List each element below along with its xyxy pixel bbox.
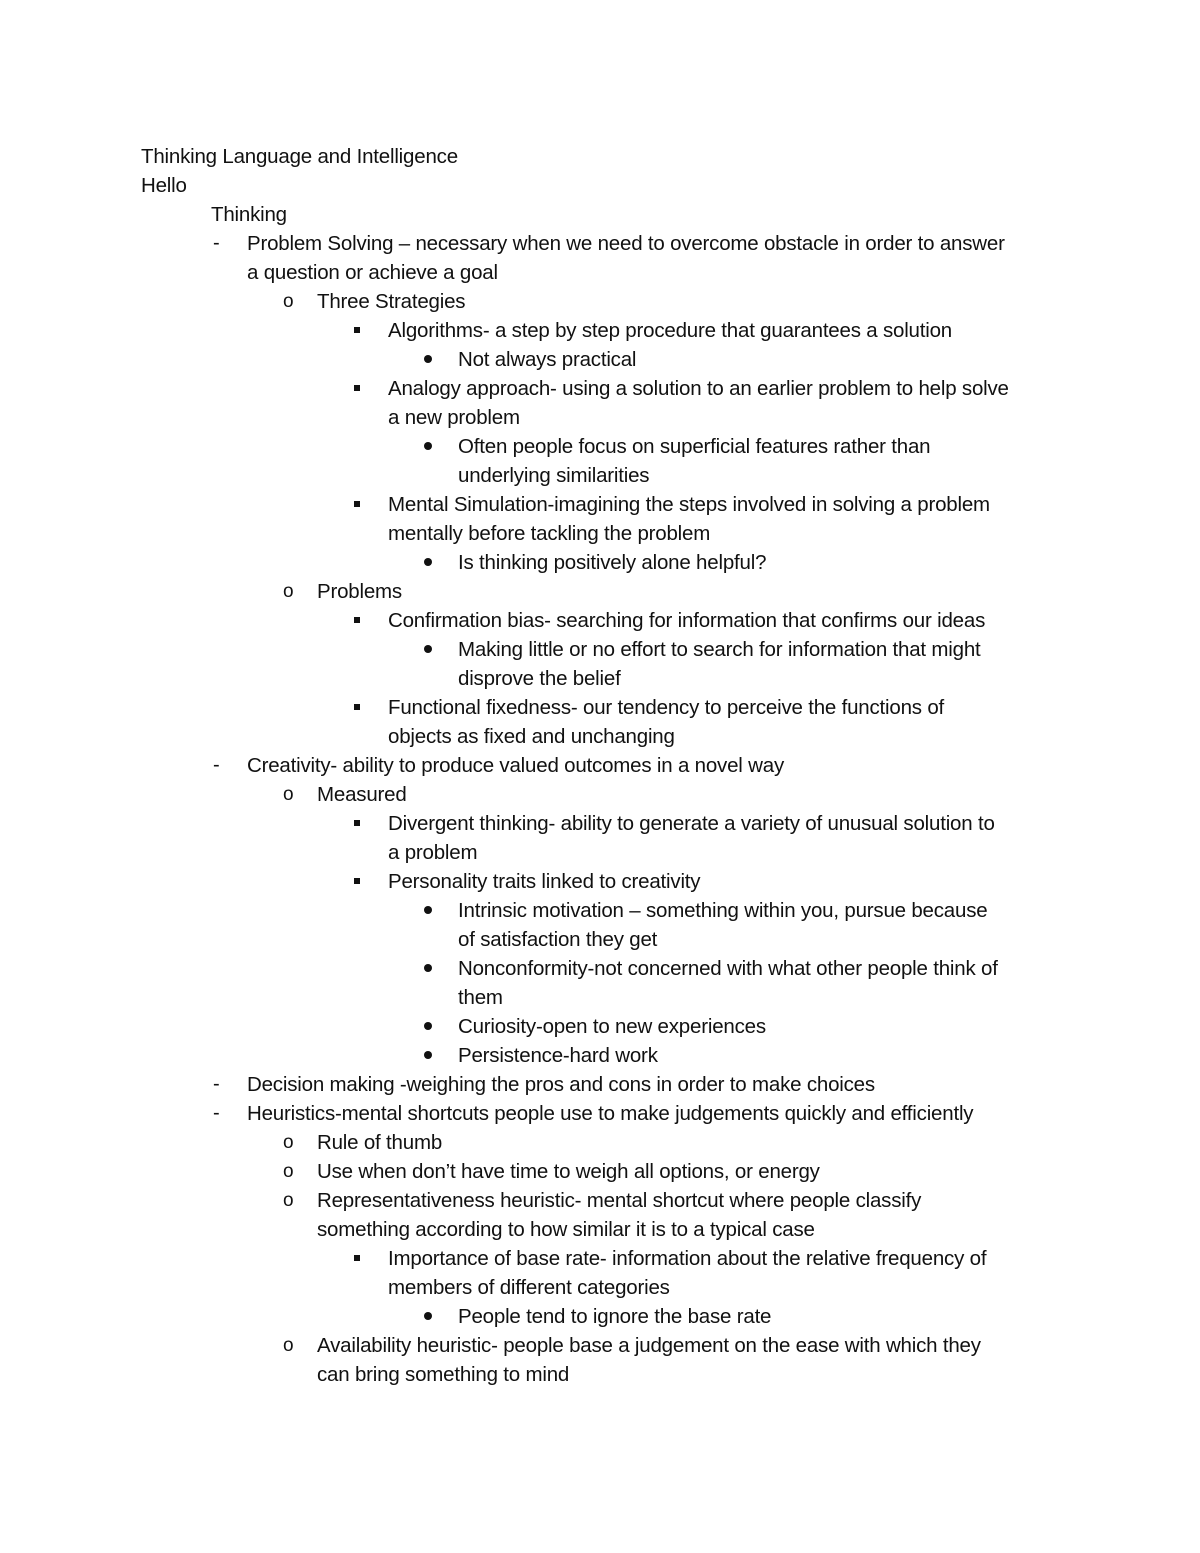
outline-line [0, 490, 1200, 519]
outline-line [0, 1041, 1200, 1070]
outline-line [0, 722, 1200, 751]
outline-line [0, 403, 1200, 432]
square-bullet-icon [354, 385, 360, 391]
outline-line-text: Making little or no effort to search for information that might [458, 638, 981, 661]
outline-line [0, 954, 1200, 983]
outline-line-text: a problem [388, 841, 478, 864]
outline-line-text: them [458, 986, 503, 1009]
outline-line-text: Mental Simulation-imagining the steps involved in solving a problem [388, 493, 990, 516]
circle-bullet-icon: o [283, 784, 294, 805]
outline-line-text: Availability heuristic- people base a judgement on the ease with which they [317, 1334, 981, 1357]
outline-line [0, 287, 1200, 316]
circle-bullet-icon: o [283, 291, 294, 312]
outline-line [0, 635, 1200, 664]
outline-line-text: a question or achieve a goal [247, 261, 498, 284]
outline-list [0, 229, 1200, 1389]
outline-line [0, 432, 1200, 461]
outline-line [0, 1302, 1200, 1331]
outline-line [0, 1157, 1200, 1186]
outline-line-text: something according to how similar it is to a typical case [317, 1218, 815, 1241]
outline-line [0, 751, 1200, 780]
outline-line-text: Decision making -weighing the pros and cons in order to make choices [247, 1073, 875, 1096]
dot-bullet-icon [424, 964, 432, 972]
dot-bullet-icon [424, 645, 432, 653]
dash-bullet: - [213, 1073, 220, 1095]
outline-line-text: Personality traits linked to creativity [388, 870, 701, 893]
outline-line-text: Is thinking positively alone helpful? [458, 551, 767, 574]
outline-line [0, 316, 1200, 345]
outline-line [0, 258, 1200, 287]
notes-body [0, 142, 1200, 1389]
outline-line-text: Measured [317, 783, 407, 806]
dash-bullet: - [213, 1102, 220, 1124]
outline-line [0, 838, 1200, 867]
outline-line [0, 1128, 1200, 1157]
dot-bullet-icon [424, 906, 432, 914]
outline-line-text: Problem Solving – necessary when we need to overcome obstacle in order to answer [247, 232, 1005, 255]
outline-line [0, 1215, 1200, 1244]
outline-line [0, 809, 1200, 838]
outline-line-text: Often people focus on superficial features rather than [458, 435, 931, 458]
outline-line-text: underlying similarities [458, 464, 650, 487]
outline-line [0, 229, 1200, 258]
outline-line-text: Confirmation bias- searching for information that confirms our ideas [388, 609, 986, 632]
document-title [0, 142, 1200, 171]
outline-line [0, 664, 1200, 693]
outline-line-text: Intrinsic motivation – something within you, pursue because [458, 899, 988, 922]
dot-bullet-icon [424, 1051, 432, 1059]
greeting-line [0, 171, 1200, 200]
outline-line-text: of satisfaction they get [458, 928, 658, 951]
document-title-text: Thinking Language and Intelligence [141, 145, 458, 168]
outline-line [0, 345, 1200, 374]
circle-bullet-icon: o [283, 1132, 294, 1153]
outline-line-text: a new problem [388, 406, 520, 429]
dot-bullet-icon [424, 1312, 432, 1320]
outline-line-text: Algorithms- a step by step procedure that guarantees a solution [388, 319, 953, 342]
outline-line [0, 1012, 1200, 1041]
outline-line [0, 896, 1200, 925]
outline-line [0, 1331, 1200, 1360]
dot-bullet-icon [424, 355, 432, 363]
square-bullet-icon [354, 327, 360, 333]
outline-line-text: can bring something to mind [317, 1363, 570, 1386]
outline-line-text: members of different categories [388, 1276, 670, 1299]
outline-line-text: mentally before tackling the problem [388, 522, 711, 545]
dash-bullet: - [213, 754, 220, 776]
outline-line-text: Functional fixedness- our tendency to perceive the functions of [388, 696, 945, 719]
outline-line-text: Representativeness heuristic- mental shortcut where people classify [317, 1189, 922, 1212]
outline-line-text: Nonconformity-not concerned with what other people think of [458, 957, 998, 980]
outline-line [0, 1360, 1200, 1389]
section-heading-text: Thinking [211, 203, 287, 226]
outline-line-text: Divergent thinking- ability to generate a variety of unusual solution to [388, 812, 995, 835]
outline-line [0, 606, 1200, 635]
square-bullet-icon [354, 501, 360, 507]
outline-line-text: Persistence-hard work [458, 1044, 658, 1067]
outline-line-text: Problems [317, 580, 402, 603]
square-bullet-icon [354, 878, 360, 884]
outline-line-text: objects as fixed and unchanging [388, 725, 675, 748]
square-bullet-icon [354, 704, 360, 710]
outline-line-text: Rule of thumb [317, 1131, 443, 1154]
outline-line [0, 1186, 1200, 1215]
dot-bullet-icon [424, 442, 432, 450]
outline-line [0, 577, 1200, 606]
outline-line [0, 1273, 1200, 1302]
dot-bullet-icon [424, 1022, 432, 1030]
circle-bullet-icon: o [283, 1190, 294, 1211]
dot-bullet-icon [424, 558, 432, 566]
outline-line-text: Importance of base rate- information about the relative frequency of [388, 1247, 987, 1270]
outline-line [0, 1070, 1200, 1099]
outline-line [0, 693, 1200, 722]
outline-line-text: Heuristics-mental shortcuts people use to make judgements quickly and efficiently [247, 1102, 974, 1125]
outline-line [0, 519, 1200, 548]
outline-line [0, 461, 1200, 490]
outline-line [0, 925, 1200, 954]
circle-bullet-icon: o [283, 1161, 294, 1182]
outline-line-text: Three Strategies [317, 290, 466, 313]
outline-line [0, 867, 1200, 896]
outline-line-text: Curiosity-open to new experiences [458, 1015, 766, 1038]
outline-line [0, 548, 1200, 577]
outline-line [0, 1099, 1200, 1128]
outline-line-text: Analogy approach- using a solution to an earlier problem to help solve [388, 377, 1009, 400]
outline-line [0, 374, 1200, 403]
outline-line [0, 1244, 1200, 1273]
circle-bullet-icon: o [283, 1335, 294, 1356]
outline-line-text: Use when don’t have time to weigh all options, or energy [317, 1160, 820, 1183]
circle-bullet-icon: o [283, 581, 294, 602]
outline-line [0, 983, 1200, 1012]
square-bullet-icon [354, 617, 360, 623]
dash-bullet: - [213, 232, 220, 254]
outline-line [0, 780, 1200, 809]
square-bullet-icon [354, 820, 360, 826]
section-heading [0, 200, 1200, 229]
outline-line-text: People tend to ignore the base rate [458, 1305, 772, 1328]
outline-line-text: disprove the belief [458, 667, 621, 690]
square-bullet-icon [354, 1255, 360, 1261]
outline-line-text: Not always practical [458, 348, 637, 371]
greeting-text: Hello [141, 174, 187, 197]
outline-line-text: Creativity- ability to produce valued outcomes in a novel way [247, 754, 785, 777]
